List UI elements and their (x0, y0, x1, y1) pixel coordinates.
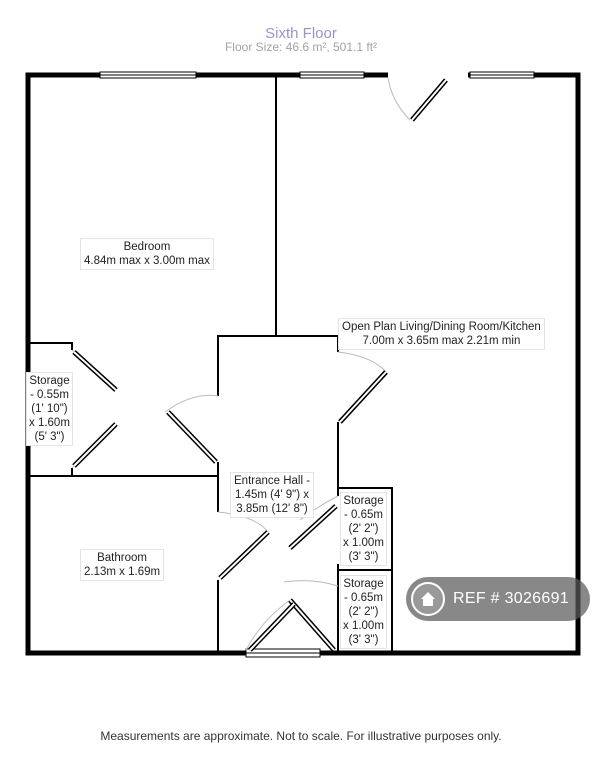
floor-size: Floor Size: 46.6 m², 501.1 ft² (224, 40, 378, 54)
storage-left-line: - 0.55m (29, 389, 69, 401)
storage-right-1-line: x 1.00m (343, 537, 384, 549)
home-icon (411, 582, 445, 616)
storage-left-line: (5' 3") (34, 431, 65, 443)
storage-right-1-label (340, 492, 387, 566)
storage-right-1-line: (2' 2") (348, 523, 379, 535)
storage-right-2-line: x 1.00m (343, 620, 384, 632)
bedroom-size: 4.84m max x 3.00m max (84, 255, 210, 267)
floor-title: Sixth Floor (265, 25, 337, 42)
storage-right-1-line: - 0.65m (343, 509, 383, 521)
bedroom-label (80, 238, 214, 270)
disclaimer: Measurements are approximate. Not to scale. For illustrative purposes only. (100, 729, 502, 743)
storage-right-1-line: (3' 3") (348, 551, 379, 563)
storage-left-line: x 1.60m (29, 417, 70, 429)
reference-text: REF # 3026691 (453, 590, 569, 607)
entrance-line: 1.45m (4' 9") x (235, 489, 310, 501)
bathroom-name: Bathroom (97, 552, 147, 564)
living-name: Open Plan Living/Dining Room/Kitchen (342, 321, 541, 333)
living-size: 7.00m x 3.65m max 2.21m min (362, 335, 521, 347)
entrance-hall-label (230, 472, 314, 518)
storage-right-2-label (340, 575, 387, 649)
storage-right-2-line: (2' 2") (348, 606, 379, 618)
entrance-line: Entrance Hall - (234, 475, 311, 487)
bedroom-name: Bedroom (123, 241, 171, 253)
top-door-gap (388, 72, 468, 79)
storage-left-label (26, 372, 73, 446)
storage-right-2-line: - 0.65m (343, 592, 383, 604)
reference-watermark (406, 577, 590, 621)
storage-left-line: (1' 10") (31, 403, 68, 415)
living-label (338, 318, 545, 350)
storage-right-2-line: Storage (343, 578, 384, 590)
bathroom-label (80, 549, 164, 581)
storage-right-1-line: Storage (343, 495, 384, 507)
entrance-line: 3.85m (12' 8") (236, 503, 308, 515)
bathroom-size: 2.13m x 1.69m (84, 566, 161, 578)
storage-left-line: Storage (29, 375, 70, 387)
storage-right-2-line: (3' 3") (348, 634, 379, 646)
